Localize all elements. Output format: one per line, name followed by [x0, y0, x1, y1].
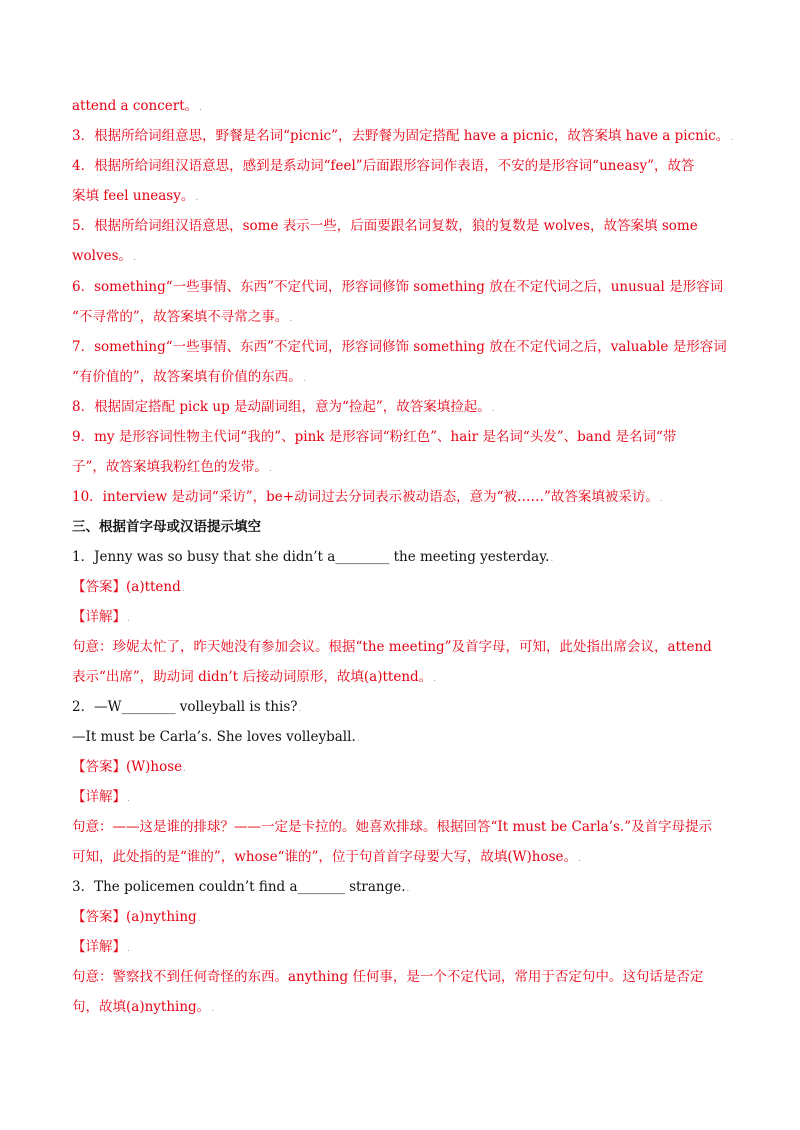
question-3: 3．The policemen couldn’t find a_______ strange..	[72, 879, 410, 895]
question-2-reply: —It must be Carla’s. She loves volleyball..	[72, 729, 360, 745]
explanation-2: 句意：——这是谁的排球？——一定是卡拉的。她喜欢排球。根据回答“It must be Carla’s.”及首字母提示	[72, 819, 713, 835]
explanation-item-9-cont: 子”，故答案填我粉红色的发带。.	[72, 459, 272, 475]
answer-1: 【答案】(a)ttend.	[72, 579, 185, 595]
explanation-1: 句意：珍妮太忙了，昨天她没有参加会议。根据“the meeting”及首字母，可知，此处指出席会议，attend	[72, 639, 712, 655]
question-1: 1．Jenny was so busy that she didn’t a________ the meeting yesterday..	[72, 549, 554, 565]
explanation-item-7: 7．something“一些事情、东西”不定代词，形容词修饰 something 放在不定代词之后，valuable 是形容词	[72, 339, 727, 355]
explanation-label-1: 【详解】.	[72, 609, 130, 625]
answer-2: 【答案】(W)hose.	[72, 759, 187, 775]
explanation-item-5-cont: wolves。.	[72, 248, 136, 264]
explanation-item-6-cont: “不寻常的”，故答案填不寻常之事。.	[72, 309, 293, 325]
explanation-label-2: 【详解】.	[72, 789, 130, 805]
explanation-item-10: 10．interview 是动词“采访”，be+动词过去分词表示被动语态，意为“被……”故答案填被采访。.	[72, 489, 663, 505]
answer-3: 【答案】(a)nything.	[72, 909, 201, 925]
explanation-3: 句意：警察找不到任何奇怪的东西。anything 任何事，是一个不定代词，常用于否定句中。这句话是否定	[72, 969, 704, 985]
explanation-item-6: 6．something“一些事情、东西”不定代词，形容词修饰 something 放在不定代词之后，unusual 是形容词	[72, 279, 724, 295]
explanation-3-cont: 句，故填(a)nything。.	[72, 999, 215, 1015]
explanation-line-1: attend a concert。.	[72, 98, 203, 114]
explanation-label-3: 【详解】.	[72, 939, 130, 955]
explanation-item-9: 9．my 是形容词性物主代词“我的”、pink 是形容词“粉红色”、hair 是名词“头发”、band 是名词“带	[72, 429, 677, 445]
explanation-item-8: 8．根据固定搭配 pick up 是动副词组，意为“捡起”，故答案填捡起。.	[72, 399, 495, 415]
explanation-item-4-cont: 案填 feel uneasy。.	[72, 188, 199, 204]
explanation-item-7-cont: “有价值的”，故答案填有价值的东西。.	[72, 369, 306, 385]
explanation-item-5: 5．根据所给词组汉语意思，some 表示一些，后面要跟名词复数，狼的复数是 wolves，故答案填 some	[72, 218, 698, 234]
question-2: 2．—W________ volleyball is this?.	[72, 699, 302, 715]
explanation-item-3: 3．根据所给词组意思，野餐是名词“picnic”，去野餐为固定搭配 have a picnic，故答案填 have a picnic。.	[72, 128, 734, 144]
explanation-1-cont: 表示“出席”，助动词 didn’t 后接动词原形，故填(a)ttend。.	[72, 669, 437, 685]
explanation-2-cont: 可知，此处指的是“谁的”，whose“谁的”，位于句首首字母要大写，故填(W)hose。.	[72, 849, 581, 865]
section-heading: 三、根据首字母或汉语提示填空	[72, 519, 261, 535]
explanation-item-4: 4．根据所给词组汉语意思，感到是系动词“feel”后面跟形容词作表语，不安的是形容词“uneasy”，故答	[72, 158, 695, 174]
